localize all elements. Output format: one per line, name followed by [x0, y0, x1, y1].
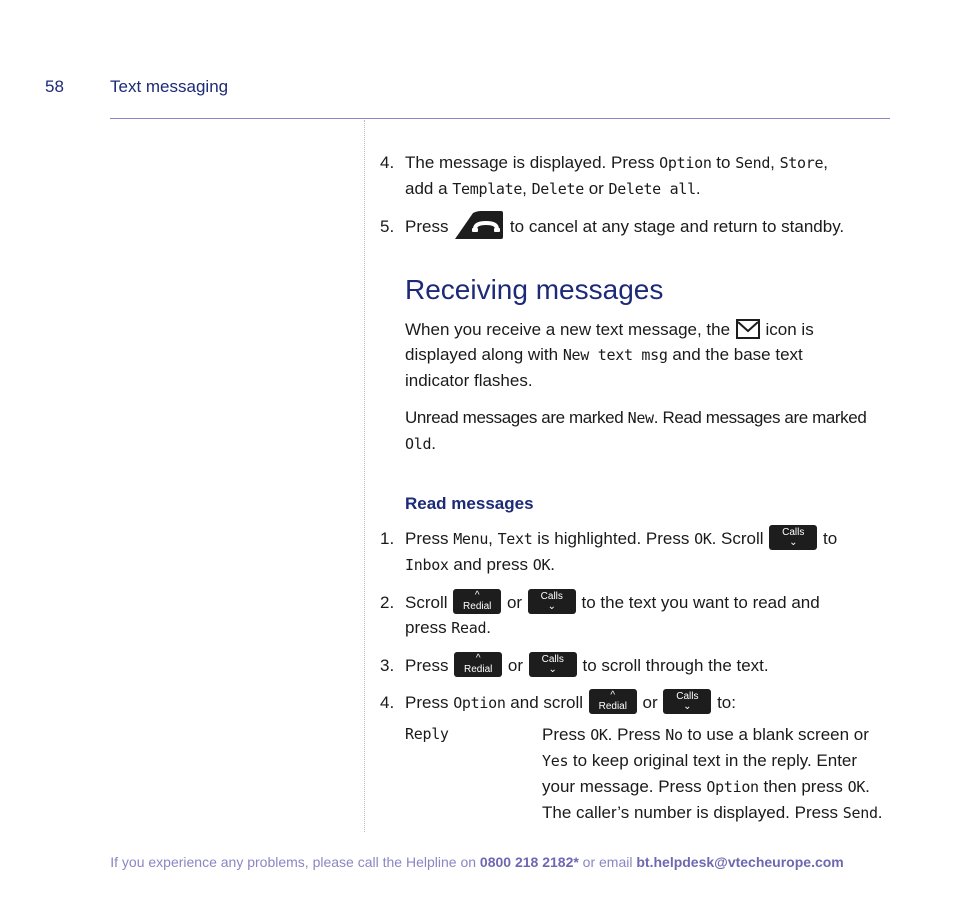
- redial-key-icon: [453, 589, 501, 614]
- chevron-up-icon: ^: [475, 653, 481, 665]
- display-text: Option: [453, 694, 506, 712]
- text: . Scroll: [711, 529, 769, 548]
- text: The caller’s number is displayed. Press: [542, 803, 843, 822]
- end-call-key-icon: [455, 211, 503, 239]
- display-text: Store: [779, 154, 824, 172]
- text: .: [431, 434, 436, 453]
- list-item-step-5: [380, 214, 900, 239]
- display-text: Old: [405, 435, 432, 453]
- key-label: Calls: [676, 691, 699, 703]
- text: . Read messages are marked: [653, 408, 867, 427]
- text: icon is: [760, 320, 814, 339]
- text: ,: [522, 179, 532, 198]
- step-number: 1.: [380, 529, 395, 548]
- display-text: Option: [659, 154, 712, 172]
- calls-key-icon: [663, 689, 711, 714]
- helpdesk-email: bt.helpdesk@vtecheurope.com: [636, 854, 844, 870]
- option-reply: [405, 722, 900, 826]
- text: ,: [823, 153, 828, 172]
- list-item-read-step-3: [380, 653, 900, 678]
- section-title: Text messaging: [110, 77, 229, 96]
- page-number: 58: [45, 77, 64, 96]
- text: indicator flashes.: [405, 371, 533, 390]
- redial-key-icon: [589, 689, 637, 714]
- text: If you experience any problems, please call the Helpline on: [110, 854, 480, 870]
- text: your message. Press: [542, 777, 707, 796]
- text: add a: [405, 179, 453, 198]
- display-text: New: [627, 409, 654, 427]
- display-text: No: [665, 726, 683, 744]
- footer-helpline: [0, 854, 954, 870]
- list-item-read-step-4: [380, 690, 900, 716]
- text: . Press: [607, 725, 666, 744]
- text: ,: [488, 529, 498, 548]
- text: displayed along with: [405, 345, 563, 364]
- calls-key-icon: [529, 652, 577, 677]
- key-label: Calls: [540, 591, 563, 603]
- text: Unread messages are marked: [405, 408, 628, 427]
- text: Press: [405, 217, 454, 236]
- main-content: [380, 150, 900, 826]
- text: .: [877, 803, 883, 822]
- text: Press: [542, 725, 591, 744]
- display-text: OK: [847, 778, 866, 796]
- display-text: OK: [694, 530, 712, 548]
- step-number: 5.: [380, 217, 395, 236]
- display-text: Text: [497, 530, 533, 548]
- text: is highlighted. Press: [532, 529, 695, 548]
- calls-key-icon: [769, 525, 817, 550]
- text: The message is displayed. Press: [405, 153, 660, 172]
- display-text: Delete all: [608, 180, 696, 198]
- list-item-read-step-2: [380, 590, 900, 641]
- display-text: Send: [735, 154, 771, 172]
- display-text: New text msg: [562, 346, 668, 364]
- text: to the text you want to read and: [576, 593, 820, 612]
- text: .: [865, 777, 870, 796]
- chevron-down-icon: ⌄: [548, 664, 557, 676]
- heading-read-messages: Read messages: [405, 494, 534, 513]
- text: Press: [405, 529, 454, 548]
- text: .: [695, 179, 701, 198]
- key-label: Calls: [782, 527, 805, 539]
- display-text: Send: [842, 804, 878, 822]
- step-number: 4.: [380, 153, 395, 172]
- text: .: [486, 618, 491, 637]
- text: When you receive a new text message, the: [405, 320, 735, 339]
- option-description: [542, 722, 900, 826]
- display-text: Option: [706, 778, 759, 796]
- chevron-down-icon: ⌄: [683, 701, 692, 713]
- text: or: [503, 656, 528, 675]
- text: or: [637, 693, 663, 712]
- key-label: Redial: [464, 664, 493, 676]
- list-item-step-4: [380, 150, 900, 202]
- heading-receiving-messages: Receiving messages: [405, 274, 664, 305]
- redial-key-icon: [454, 652, 502, 677]
- text: press: [405, 618, 452, 637]
- chevron-up-icon: ^: [474, 590, 480, 602]
- helpline-phone: 0800 218 2182*: [479, 854, 579, 870]
- display-text: Inbox: [405, 556, 449, 574]
- calls-key-icon: [528, 589, 576, 614]
- display-text: Template: [452, 180, 523, 198]
- text: then press: [758, 777, 848, 796]
- key-label: Redial: [598, 701, 627, 713]
- paragraph-message-status: [405, 405, 900, 457]
- text: Press: [405, 693, 454, 712]
- display-text: Menu: [453, 530, 489, 548]
- display-text: OK: [590, 726, 608, 744]
- text: .: [550, 555, 555, 574]
- text: ,: [770, 153, 780, 172]
- text: and press: [448, 555, 533, 574]
- paragraph-new-message: [405, 317, 900, 393]
- text: to:: [712, 693, 736, 712]
- column-divider: [364, 120, 365, 832]
- chevron-down-icon: ⌄: [547, 601, 556, 613]
- display-text: Read: [451, 619, 487, 637]
- key-label: Calls: [541, 654, 564, 666]
- chevron-down-icon: ⌄: [789, 537, 798, 549]
- text: or email: [578, 854, 637, 870]
- step-number: 4.: [380, 693, 395, 712]
- display-text: OK: [532, 556, 551, 574]
- text: to use a blank screen or: [682, 725, 869, 744]
- display-text: Delete: [531, 180, 584, 198]
- text: to scroll through the text.: [577, 656, 769, 675]
- list-item-read-step-1: [380, 526, 900, 578]
- text: or: [583, 179, 609, 198]
- chevron-up-icon: ^: [610, 690, 616, 702]
- text: and scroll: [505, 693, 588, 712]
- text: to keep original text in the reply. Enter: [568, 751, 858, 770]
- step-number: 3.: [380, 656, 395, 675]
- envelope-icon: [736, 319, 760, 339]
- text: to: [711, 153, 736, 172]
- text: or: [502, 593, 527, 612]
- text: to: [818, 529, 838, 548]
- text: to cancel at any stage and return to standby.: [509, 217, 845, 236]
- key-label: Redial: [463, 601, 492, 613]
- text: Scroll: [405, 593, 453, 612]
- text: and the base text: [667, 345, 803, 364]
- display-text: Yes: [542, 752, 569, 770]
- text: Press: [405, 656, 454, 675]
- option-term: Reply: [405, 725, 449, 743]
- header-rule: [110, 118, 890, 119]
- step-number: 2.: [380, 593, 395, 612]
